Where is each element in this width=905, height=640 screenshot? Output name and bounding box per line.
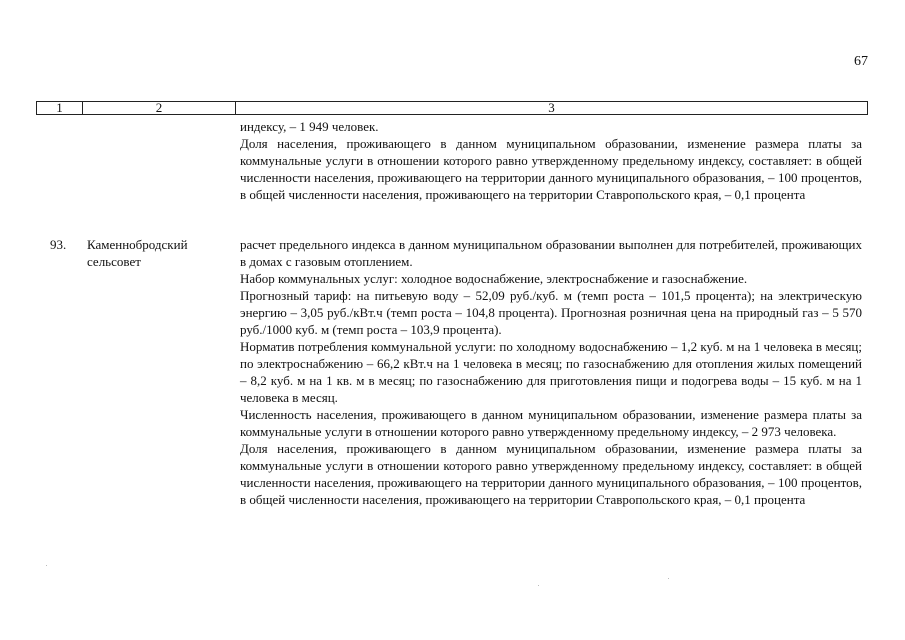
- page-number: 67: [854, 54, 868, 69]
- scan-speck: [46, 565, 47, 566]
- entry-paragraph: Численность населения, проживающего в данном муниципальном образовании, изменение размера платы за коммунальные услуги в отношении которого равно утвержденному предельному индексу, – 2 973 человека.: [240, 407, 862, 439]
- table-column-header-row: [36, 101, 868, 115]
- entry-description: [240, 236, 862, 508]
- continued-paragraph: Доля населения, проживающего в данном муниципальном образовании, изменение размера платы за коммунальные услуги в отношении которого равно утвержденному предельному индексу, составляет: в общей численности населения, проживающего на территории данного муниципального образования, – 100 процентов, в общей численности населения, проживающего на территории Ставропольского края, – 0,1 процента: [240, 136, 862, 202]
- continued-entry-text: [240, 118, 862, 203]
- entry-paragraph: Норматив потребления коммунальной услуги: по холодному водоснабжению – 1,2 куб. м на 1 человека в месяц; по электроснабжению – 66,2 кВт.ч на 1 человека в месяц; по газоснабжению для отопления жилых помещений – 8,2 куб. м на 1 кв. м в месяц; по газоснабжению для приготовления пищи и подогрева воды – 15 куб. м на 1 человека в месяц.: [240, 339, 862, 405]
- entry-paragraph: Набор коммунальных услуг: холодное водоснабжение, электроснабжение и газоснабжение.: [240, 271, 748, 286]
- entry-municipality-name: Каменнобродский сельсовет: [87, 237, 188, 269]
- scan-speck: [668, 578, 669, 579]
- scan-speck: [538, 585, 539, 586]
- column-header-2: 2: [82, 102, 235, 114]
- entry-paragraph: Прогнозный тариф: на питьевую воду – 52,09 руб./куб. м (темп роста – 101,5 процента); на электрическую энергию – 3,05 руб./кВт.ч (темп роста – 104,8 процента). Прогнозная розничная цена на природный газ – 5 570 руб./1000 куб. м (темп роста – 103,9 процента).: [240, 288, 862, 337]
- entry-paragraph: расчет предельного индекса в данном муниципальном образовании выполнен для потребителей, проживающих в домах с газовым отоплением.: [240, 237, 862, 269]
- continued-paragraph: индексу, – 1 949 человек.: [240, 119, 379, 134]
- entry-number: 93.: [50, 237, 67, 252]
- column-header-3: 3: [235, 102, 867, 114]
- column-header-1: 1: [56, 100, 63, 115]
- entry-paragraph: Доля населения, проживающего в данном муниципальном образовании, изменение размера платы за коммунальные услуги в отношении которого равно утвержденному предельному индексу, составляет: в общей численности населения, проживающего на территории данного муниципального образования, – 100 процентов, в общей численности населения, проживающего на территории Ставропольского края, – 0,1 процента: [240, 441, 862, 507]
